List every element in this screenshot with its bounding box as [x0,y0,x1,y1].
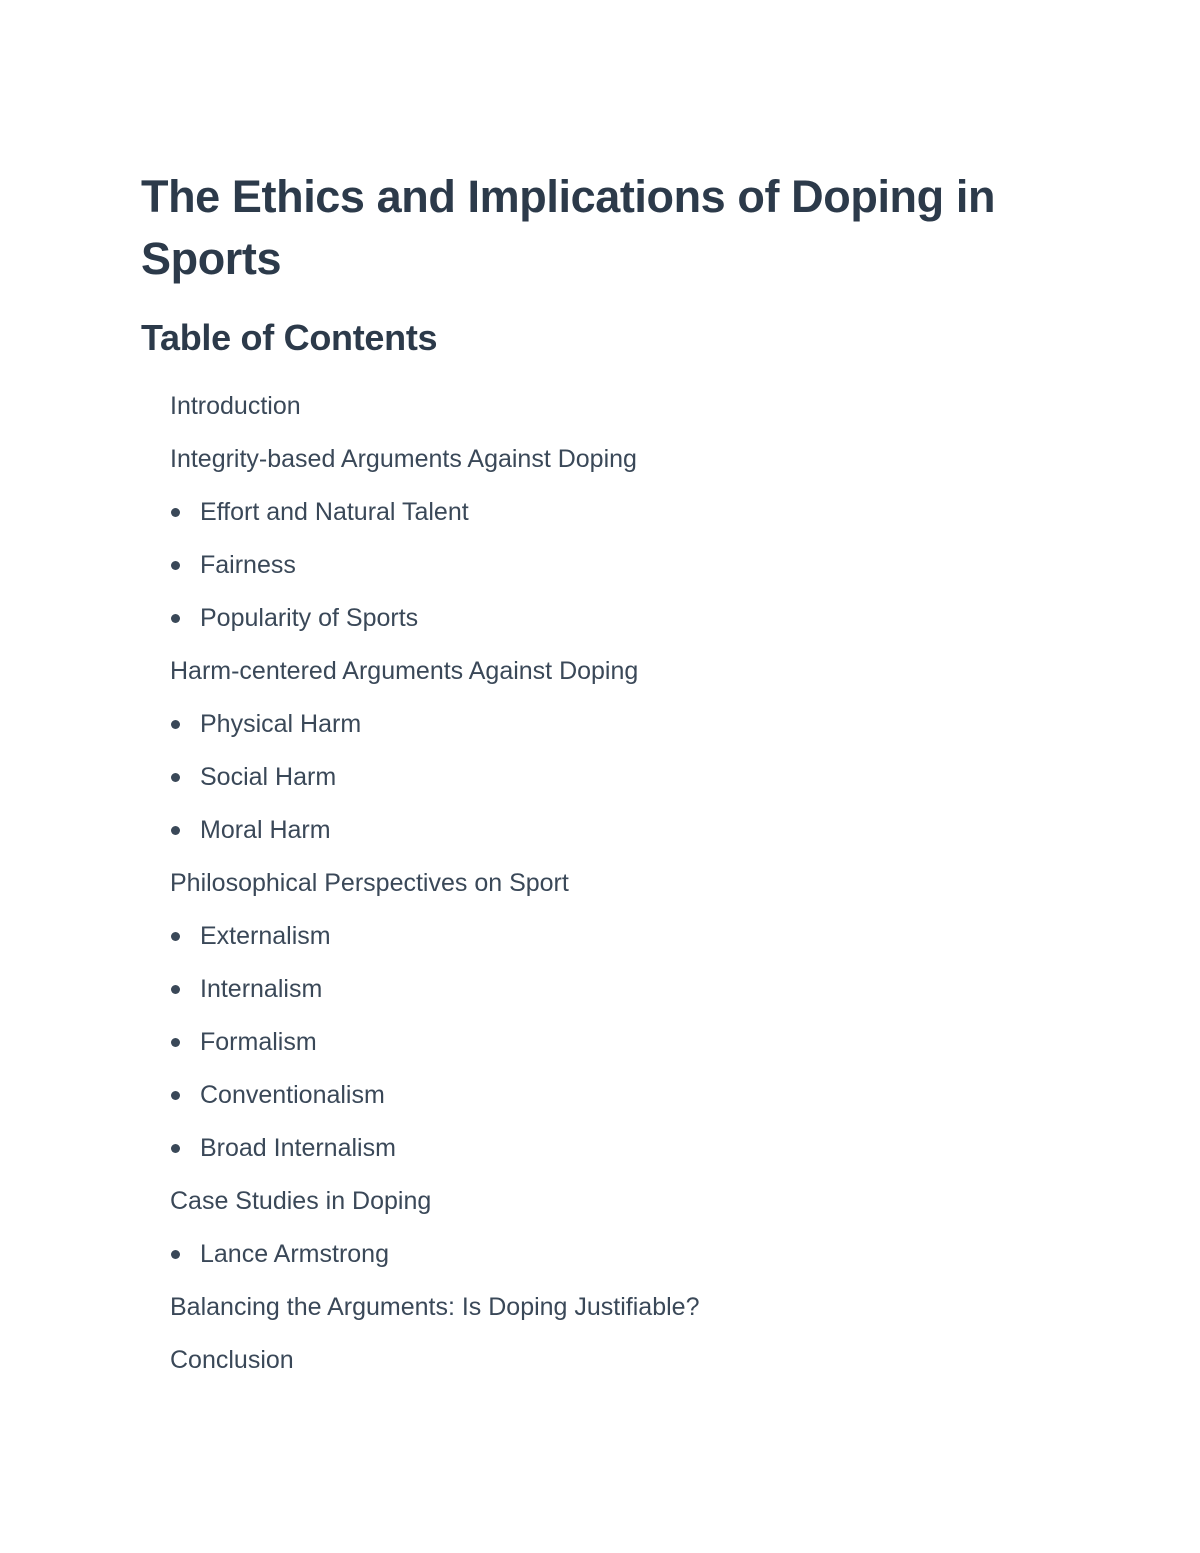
toc-subitem-label: Broad Internalism [200,1134,396,1162]
bullet-icon [171,720,180,729]
toc-item-label: Introduction [170,392,301,420]
document-title: The Ethics and Implications of Doping in Sports [141,171,996,284]
toc-subitem-label: Internalism [200,975,323,1003]
toc-item [0,1334,1000,1387]
toc-item [0,1281,1000,1334]
toc-item [0,857,1000,910]
toc-item-label: Case Studies in Doping [170,1187,432,1215]
bullet-icon [171,985,180,994]
toc-subitem [0,1228,1000,1281]
toc-subitem-label: Moral Harm [200,816,331,844]
toc-subitem [0,698,1000,751]
bullet-icon [171,508,180,517]
toc-subitem [0,1069,1000,1122]
toc-heading: Table of Contents [141,317,438,358]
toc-item [0,1175,1000,1228]
toc-item [0,645,1000,698]
toc-subitem [0,963,1000,1016]
toc-subitem-label: Social Harm [200,763,337,791]
toc-subitem-label: Physical Harm [200,710,362,738]
toc-subitem [0,1122,1000,1175]
toc-item-label: Integrity-based Arguments Against Doping [170,445,637,473]
bullet-icon [171,614,180,623]
toc-item-label: Balancing the Arguments: Is Doping Justifiable? [170,1293,700,1321]
toc-subitem [0,1016,1000,1069]
bullet-icon [171,826,180,835]
toc-subitem [0,539,1000,592]
toc-subitem-label: Conventionalism [200,1081,385,1109]
toc-subitem-label: Formalism [200,1028,317,1056]
toc-item [0,433,1000,486]
toc-subitem-label: Lance Armstrong [200,1240,389,1268]
toc-subitem [0,804,1000,857]
toc-subitem-label: Popularity of Sports [200,604,419,632]
toc-subitem-label: Externalism [200,922,331,950]
toc-item [0,380,1000,433]
toc-item-label: Conclusion [170,1346,294,1374]
bullet-icon [171,561,180,570]
toc-subitem-label: Fairness [200,551,296,579]
toc-item-label: Harm-centered Arguments Against Doping [170,657,639,685]
bullet-icon [171,1038,180,1047]
bullet-icon [171,773,180,782]
bullet-icon [171,932,180,941]
bullet-icon [171,1250,180,1259]
toc-item-label: Philosophical Perspectives on Sport [170,869,569,897]
toc-subitem [0,592,1000,645]
bullet-icon [171,1091,180,1100]
toc-subitem [0,751,1000,804]
toc-subitem [0,486,1000,539]
bullet-icon [171,1144,180,1153]
toc-subitem-label: Effort and Natural Talent [200,498,469,526]
toc-subitem [0,910,1000,963]
